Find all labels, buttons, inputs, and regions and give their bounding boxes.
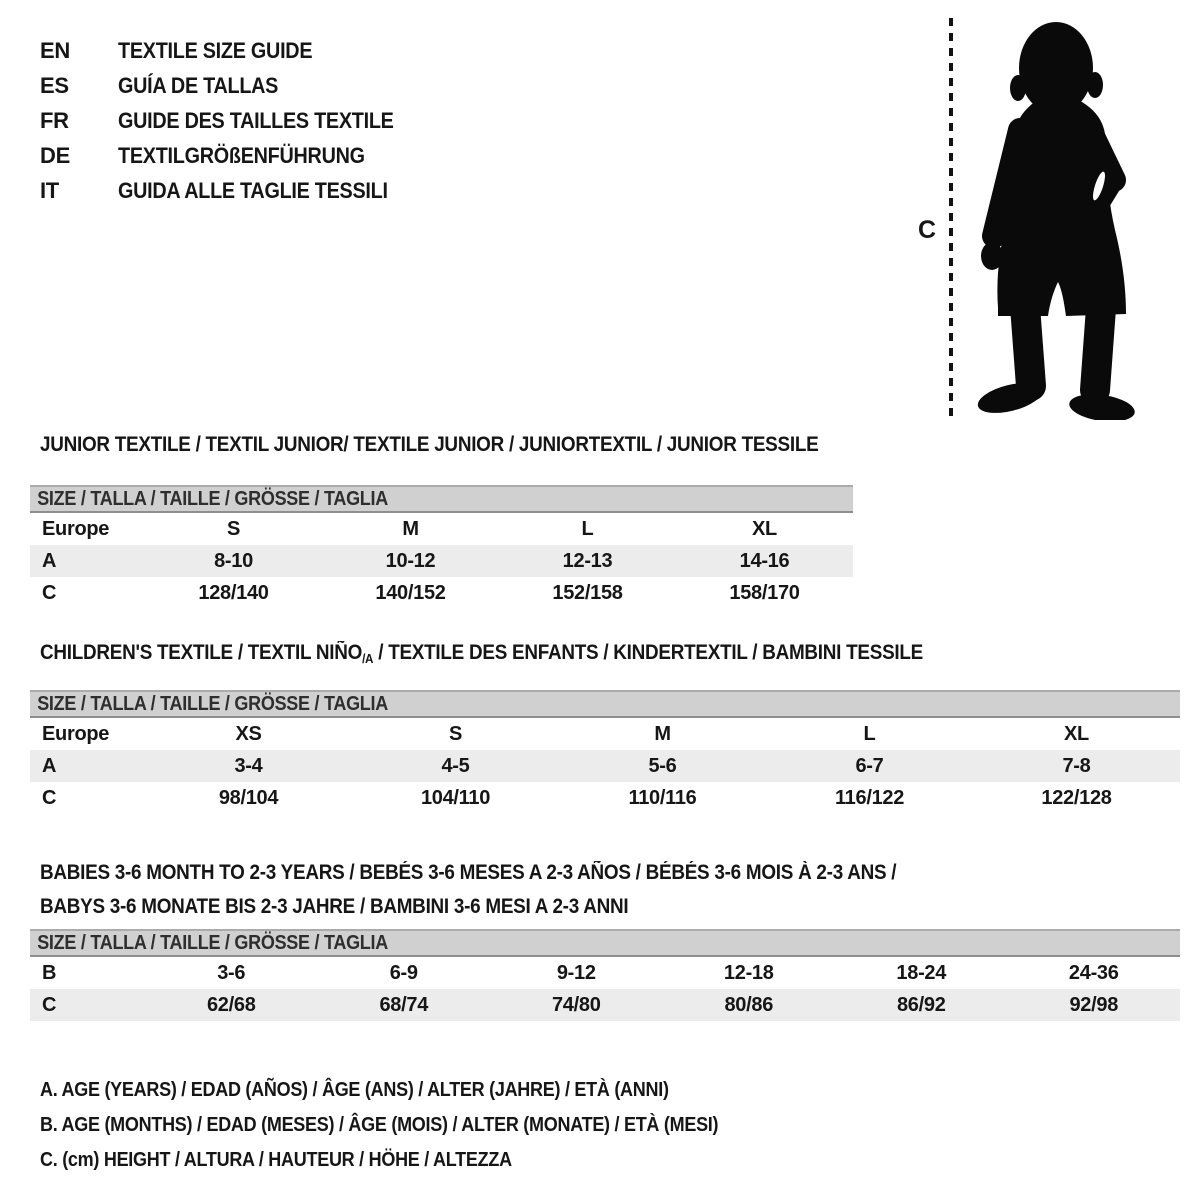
lang-row-es xyxy=(40,68,424,103)
lang-code: ES xyxy=(40,73,69,98)
row-label: A xyxy=(42,550,57,572)
table-cell: XL xyxy=(752,518,777,540)
row-label: Europe xyxy=(42,723,110,745)
row-label: C xyxy=(42,994,57,1016)
table-cell: S xyxy=(226,518,241,540)
legend-notes xyxy=(40,1073,794,1178)
table-row-age xyxy=(30,750,1180,782)
table-cell: 24-36 xyxy=(1068,962,1119,984)
size-header-bar xyxy=(30,485,853,513)
table-cell: XL xyxy=(1064,723,1089,745)
height-measure-line xyxy=(948,18,954,418)
height-measure-label: C xyxy=(918,216,937,244)
table-cell: 6-9 xyxy=(389,962,418,984)
table-cell: M xyxy=(654,723,671,745)
table-row-age xyxy=(30,545,853,577)
table-cell: L xyxy=(863,723,876,745)
table-cell: 14-16 xyxy=(739,550,790,572)
table-cell: 62/68 xyxy=(206,994,256,1016)
table-cell: 158/170 xyxy=(729,582,800,604)
toddler-silhouette xyxy=(968,18,1138,420)
table-cell: 98/104 xyxy=(218,787,279,809)
table-cell: 9-12 xyxy=(556,962,596,984)
table-cell: 8-10 xyxy=(214,550,253,572)
lang-title: TEXTILGRÖßENFÜHRUNG xyxy=(118,143,365,168)
table-cell: 10-12 xyxy=(385,550,436,572)
size-header-bar xyxy=(30,929,1180,957)
heading-line-1: BABIES 3-6 MONTH TO 2-3 YEARS / BEBÉS 3-6 MESES A 2-3 AÑOS / BÉBÉS 3-6 MOIS À 2-3 ANS / xyxy=(40,861,897,884)
table-cell: 6-7 xyxy=(855,755,884,777)
size-header-bar xyxy=(30,690,1180,718)
row-label: Europe xyxy=(42,518,110,540)
table-cell: XS xyxy=(235,723,262,745)
heading-text: CHILDREN'S TEXTILE / TEXTIL NIÑO xyxy=(40,641,363,664)
table-cell: 3-6 xyxy=(217,962,246,984)
table-row-height xyxy=(30,782,1180,814)
table-cell: 68/74 xyxy=(379,994,429,1016)
table-cell: 152/158 xyxy=(552,582,623,604)
junior-section-heading: JUNIOR TEXTILE / TEXTIL JUNIOR/ TEXTILE JUNIOR / JUNIORTEXTIL / JUNIOR TESSILE xyxy=(40,433,819,456)
lang-code: DE xyxy=(40,143,70,168)
lang-row-fr xyxy=(40,103,424,138)
note-age-months: B. AGE (MONTHS) / EDAD (MESES) / ÂGE (MOIS) / ALTER (MONATE) / ETÀ (MESI) xyxy=(40,1114,719,1136)
babies-size-table xyxy=(30,929,1180,1021)
lang-title: GUIDE DES TAILLES TEXTILE xyxy=(118,108,394,133)
table-cell: 110/116 xyxy=(628,787,697,809)
table-cell: 122/128 xyxy=(1041,787,1112,809)
table-cell: 116/122 xyxy=(834,787,905,809)
heading-subscript: /A xyxy=(362,650,374,666)
table-cell: 80/86 xyxy=(724,994,774,1016)
table-row-europe xyxy=(30,718,1180,750)
language-legend xyxy=(40,33,424,208)
note-age-years: A. AGE (YEARS) / EDAD (AÑOS) / ÂGE (ANS) / ALTER (JAHRE) / ETÀ (ANNI) xyxy=(40,1079,669,1101)
junior-size-table xyxy=(30,485,853,609)
table-row-europe xyxy=(30,513,853,545)
lang-code: EN xyxy=(40,38,70,63)
table-cell: 4-5 xyxy=(441,755,470,777)
lang-row-en xyxy=(40,33,424,68)
children-section-heading xyxy=(40,640,923,668)
babies-section-heading xyxy=(40,856,896,924)
lang-title: GUIDA ALLE TAGLIE TESSILI xyxy=(118,178,388,203)
table-cell: 18-24 xyxy=(896,962,947,984)
table-cell: 7-8 xyxy=(1062,755,1091,777)
lang-code: IT xyxy=(40,178,59,203)
table-cell: S xyxy=(448,723,463,745)
table-cell: 140/152 xyxy=(375,582,446,604)
table-cell: M xyxy=(402,518,419,540)
table-cell: 12-18 xyxy=(723,962,774,984)
table-cell: L xyxy=(581,518,594,540)
lang-row-de xyxy=(40,138,424,173)
heading-line-2: BABYS 3-6 MONATE BIS 2-3 JAHRE / BAMBINI 3-6 MESI A 2-3 ANNI xyxy=(40,895,629,918)
note-height-cm: C. (cm) HEIGHT / ALTURA / HAUTEUR / HÖHE / ALTEZZA xyxy=(40,1149,512,1171)
row-label: B xyxy=(42,962,57,984)
row-label: C xyxy=(42,787,57,809)
table-cell: 3-4 xyxy=(234,755,263,777)
table-cell: 128/140 xyxy=(198,582,269,604)
lang-row-it xyxy=(40,173,424,208)
heading-text: / TEXTILE DES ENFANTS / KINDERTEXTIL / BAMBINI TESSILE xyxy=(373,641,924,664)
table-cell: 86/92 xyxy=(896,994,946,1016)
children-size-table xyxy=(30,690,1180,814)
row-label: C xyxy=(42,582,57,604)
table-cell: 104/110 xyxy=(420,787,491,809)
table-cell: 5-6 xyxy=(648,755,677,777)
size-header-label: SIZE / TALLA / TAILLE / GRÖSSE / TAGLIA xyxy=(37,932,389,954)
table-row-height xyxy=(30,577,853,609)
lang-code: FR xyxy=(40,108,69,133)
table-cell: 74/80 xyxy=(551,994,601,1016)
table-row-height xyxy=(30,989,1180,1021)
size-header-label: SIZE / TALLA / TAILLE / GRÖSSE / TAGLIA xyxy=(37,693,389,715)
lang-title: GUÍA DE TALLAS xyxy=(118,73,279,98)
table-row-months xyxy=(30,957,1180,989)
height-measure-figure xyxy=(905,10,1165,425)
table-cell: 92/98 xyxy=(1069,994,1119,1016)
size-header-label: SIZE / TALLA / TAILLE / GRÖSSE / TAGLIA xyxy=(37,488,389,510)
table-cell: 12-13 xyxy=(562,550,613,572)
row-label: A xyxy=(42,755,57,777)
lang-title: TEXTILE SIZE GUIDE xyxy=(118,38,313,63)
